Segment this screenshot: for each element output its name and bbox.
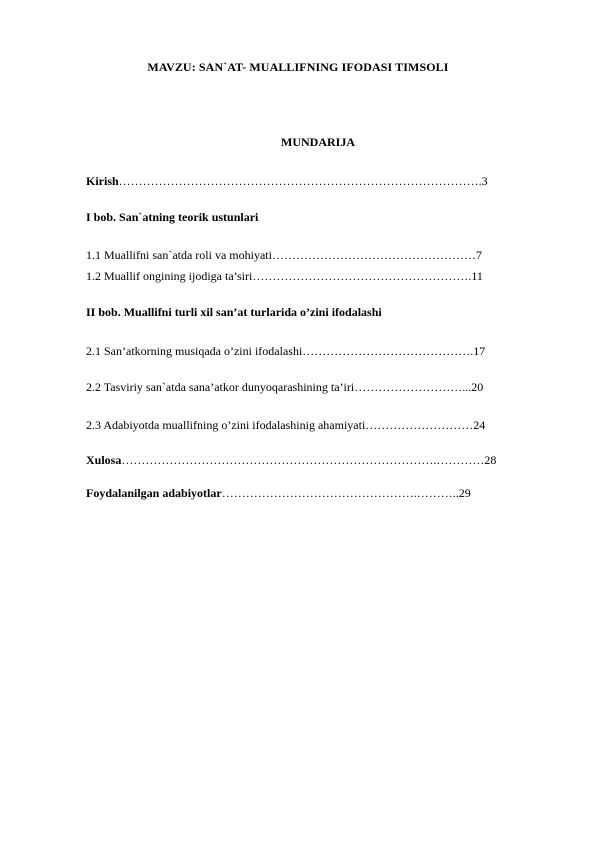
toc-page-number: 24 [473, 418, 486, 432]
toc-entry-bibliography [86, 486, 471, 501]
toc-leader: ……………………………………………………………………………… [118, 174, 479, 188]
toc-entry-1-1 [86, 248, 482, 263]
toc-chapter-1 [86, 210, 258, 225]
toc-page-number: .11 [468, 269, 483, 283]
toc-leader: …………………………………………………………………….………… [121, 453, 485, 467]
toc-chapter-2 [86, 305, 382, 320]
document-title: MAVZU: SAN`AT- MUALLIFNING IFODASI TIMSOLI [147, 60, 449, 74]
toc-page-number: ..20 [465, 380, 484, 394]
toc-entry-label: 2.1 San’atkorning musiqada o’zini ifodalashi [86, 344, 303, 358]
toc-entry-2-3 [86, 418, 485, 433]
toc-entry-label: 1.1 Muallifni san`atda roli va mohiyati [86, 248, 272, 262]
toc-entry-2-1 [86, 344, 485, 359]
toc-page-number: 7 [475, 248, 482, 262]
toc-entry-label: 2.2 Tasviriy san`atda sana’atkor dunyoqarashining ta’iri [86, 380, 355, 394]
toc-chapter-label: I bob. San`atning teorik ustunlari [86, 210, 259, 224]
toc-entry-2-2 [86, 380, 483, 395]
toc-entry-label: 1.2 Muallif ongining ijodiga ta’siri [86, 269, 253, 283]
toc-leader: ……………………… [365, 418, 474, 432]
toc-entry-1-2 [86, 269, 483, 284]
toc-page-number: .3 [478, 174, 488, 188]
toc-page-number: .17 [470, 344, 486, 358]
toc-page-number: ..29 [452, 486, 471, 500]
toc-entry-label: 2.3 Adabiyotda muallifning o’zini ifodalashinig ahamiyati [86, 418, 366, 432]
toc-leader: ……………………………………………… [252, 269, 469, 283]
toc-leader: …………………………………………… [271, 248, 476, 262]
toc-entry-label: Foydalanilgan adabiyotlar [86, 486, 222, 500]
toc-entry-kirish [86, 174, 488, 189]
toc-entry-xulosa [86, 453, 496, 468]
toc-heading: MUNDARIJA [281, 135, 355, 149]
toc-entry-label: Kirish [86, 174, 119, 188]
toc-leader: ………………………. [354, 380, 466, 394]
toc-entry-label: Xulosa [86, 453, 122, 467]
toc-leader: ………………………………………….……… [221, 486, 453, 500]
toc-page-number: 28 [484, 453, 497, 467]
toc-chapter-label: II bob. Muallifni turli xil san’at turlarida o’zini ifodalashi [86, 305, 382, 319]
toc-leader: …………………………………… [302, 344, 471, 358]
